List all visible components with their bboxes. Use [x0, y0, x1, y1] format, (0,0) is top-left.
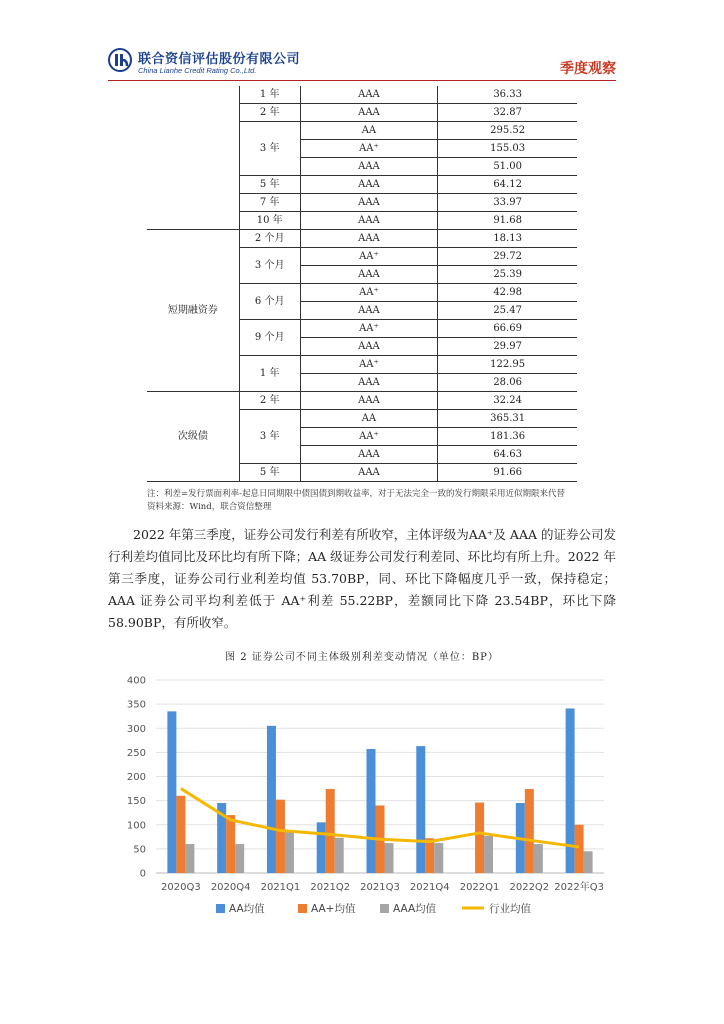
grade-cell: AA⁺ [300, 428, 438, 446]
grade-cell: AA⁺ [300, 356, 438, 374]
bar [167, 711, 176, 873]
bar [317, 822, 326, 873]
bar [326, 789, 335, 873]
x-tick-label: 2020Q4 [210, 882, 251, 893]
grade-cell: AA⁺ [300, 248, 438, 266]
legend-label: AAA均值 [393, 903, 437, 915]
bar [416, 746, 425, 873]
legend-label: AA+均值 [311, 903, 356, 915]
x-tick-label: 2022Q2 [509, 882, 550, 893]
y-tick-label: 100 [126, 820, 146, 832]
company-logo-icon [108, 48, 132, 72]
company-name-cn: 联合资信评估股份有限公司 [138, 52, 301, 67]
bar [534, 844, 543, 873]
source-text: 资料来源：Wind，联合资信整理 [147, 502, 272, 512]
spread-cell: 365.31 [438, 410, 577, 428]
x-tick-label: 2021Q4 [409, 882, 450, 893]
page-header [108, 44, 616, 84]
legend-swatch [298, 904, 307, 913]
term-cell: 7 年 [239, 194, 300, 212]
spread-cell: 32.87 [438, 104, 577, 122]
company-name-en: China Lianhe Credit Rating Co.,Ltd. [138, 66, 257, 75]
spread-cell: 36.33 [438, 86, 577, 104]
bar [434, 843, 443, 873]
y-tick-label: 200 [126, 772, 146, 783]
grade-cell: AA⁺ [300, 140, 438, 158]
bar [185, 844, 194, 873]
y-tick-label: 250 [126, 747, 146, 759]
category-cell [147, 86, 239, 230]
spread-cell: 29.97 [438, 338, 577, 356]
spread-cell: 25.39 [438, 266, 577, 284]
spread-cell: 29.72 [438, 248, 577, 266]
spread-table [147, 86, 577, 482]
grade-cell: AA [300, 410, 438, 428]
legend-swatch [380, 904, 389, 913]
bar [385, 843, 394, 873]
spread-cell: 155.03 [438, 140, 577, 158]
term-cell: 2 年 [239, 392, 300, 410]
spread-cell: 181.36 [438, 428, 577, 446]
bar [575, 825, 584, 873]
x-tick-label: 2021Q2 [310, 882, 351, 893]
term-cell: 3 年 [239, 122, 300, 176]
term-cell: 9 个月 [239, 320, 300, 356]
spread-cell: 18.13 [438, 230, 577, 248]
term-cell: 6 个月 [239, 284, 300, 320]
category-cell: 短期融资券 [147, 230, 239, 392]
term-cell: 3 个月 [239, 248, 300, 284]
bar [267, 726, 276, 873]
spread-cell: 33.97 [438, 194, 577, 212]
grade-cell: AAA [300, 266, 438, 284]
grade-cell: AAA [300, 338, 438, 356]
bar [425, 838, 434, 873]
x-tick-label: 2022Q1 [459, 882, 500, 893]
term-cell: 5 年 [239, 176, 300, 194]
bar [566, 708, 575, 873]
grade-cell: AA⁺ [300, 320, 438, 338]
spread-cell: 28.06 [438, 374, 577, 392]
grade-cell: AAA [300, 176, 438, 194]
bar [525, 789, 534, 873]
y-tick-label: 300 [126, 723, 146, 735]
grade-cell: AAA [300, 158, 438, 176]
spread-cell: 64.63 [438, 446, 577, 464]
grade-cell: AAA [300, 302, 438, 320]
bar [276, 800, 285, 873]
grade-cell: AAA [300, 374, 438, 392]
grade-cell: AAA [300, 392, 438, 410]
grade-cell: AAA [300, 212, 438, 230]
term-cell: 5 年 [239, 464, 300, 482]
term-cell: 3 年 [239, 410, 300, 464]
term-cell: 2 个月 [239, 230, 300, 248]
bar [475, 803, 484, 873]
spread-cell: 91.68 [438, 212, 577, 230]
grade-cell: AA⁺ [300, 284, 438, 302]
spread-cell: 64.12 [438, 176, 577, 194]
note-text: 注：利差=发行票面利率-起息日同期限中债国债到期收益率，对于无法完全一致的发行期限采用近似期限来代替 [147, 489, 565, 499]
header-divider [108, 80, 616, 81]
spread-cell: 51.00 [438, 158, 577, 176]
bar [367, 749, 376, 873]
body-paragraph: 2022 年第三季度，证券公司发行利差有所收窄，主体评级为AA⁺及 AAA 的证券公司发行利差均值同比及环比均有所下降；AA 级证券公司发行利差同、环比均有所上升。2022 年第三季度，证券公司行业利差均值 53.70BP，同、环比下降幅度几乎一致，保持稳定；AAA 证券公司平均利差低于 AA⁺利差 55.22BP，差额同比下降 23.54BP，环比下降 58.90BP，有所收窄。 [108, 527, 616, 630]
section-tag: 季度观察 [560, 61, 616, 77]
spread-cell: 91.66 [438, 464, 577, 482]
grade-cell: AAA [300, 446, 438, 464]
spread-cell: 42.98 [438, 284, 577, 302]
term-cell: 1 年 [239, 86, 300, 104]
y-tick-label: 50 [133, 844, 146, 856]
bar [285, 832, 294, 873]
legend-label: 行业均值 [489, 903, 531, 915]
grade-cell: AAA [300, 464, 438, 482]
spread-chart [108, 668, 616, 928]
bar [226, 815, 235, 873]
term-cell: 1 年 [239, 356, 300, 392]
table-row [147, 86, 577, 104]
spread-cell: 66.69 [438, 320, 577, 338]
grade-cell: AAA [300, 104, 438, 122]
y-tick-label: 150 [126, 796, 146, 808]
grade-cell: AAA [300, 194, 438, 212]
legend-label: AA均值 [229, 903, 265, 915]
spread-cell: 122.95 [438, 356, 577, 374]
spread-cell: 25.47 [438, 302, 577, 320]
x-tick-label: 2021Q1 [260, 882, 301, 893]
term-cell: 10 年 [239, 212, 300, 230]
bar [335, 838, 344, 873]
x-tick-label: 2020Q3 [161, 882, 201, 893]
grade-cell: AAA [300, 230, 438, 248]
y-tick-label: 400 [126, 675, 146, 687]
bar [484, 836, 493, 873]
bar [235, 844, 244, 873]
bar [584, 851, 593, 873]
grade-cell: AA [300, 122, 438, 140]
grade-cell: AAA [300, 86, 438, 104]
x-tick-label: 2021Q3 [360, 882, 400, 893]
y-tick-label: 350 [126, 699, 146, 711]
figure-title: 图 2 证券公司不同主体级别利差变动情况（单位：BP） [225, 652, 499, 663]
x-tick-label: 2022年Q3 [554, 882, 604, 893]
table-note [147, 488, 587, 514]
term-cell: 2 年 [239, 104, 300, 122]
legend-swatch [216, 904, 225, 913]
table-row [147, 392, 577, 410]
y-tick-label: 0 [139, 868, 146, 880]
table-row [147, 230, 577, 248]
spread-cell: 32.24 [438, 392, 577, 410]
spread-cell: 295.52 [438, 122, 577, 140]
bar [176, 796, 185, 873]
category-cell: 次级债 [147, 392, 239, 482]
